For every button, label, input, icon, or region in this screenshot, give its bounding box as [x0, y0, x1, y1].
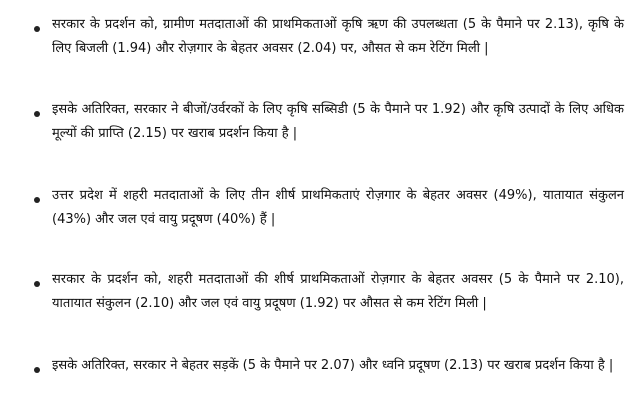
bullet-icon — [34, 367, 40, 373]
bullet-line: सरकार के प्रदर्शन को, शहरी मतदाताओं की शीर्ष प्राथमिकताओं रोज़गार के बेहतर अवसर (5 के पैमाने — [52, 272, 561, 287]
bullet-text — [52, 13, 624, 61]
bullet-line: सरकार के प्रदर्शन को, ग्रामीण मतदाताओं की प्राथमिकताओं कृषि ऋण की उपलब्धता (5 के पैमाने पर — [52, 17, 540, 32]
bullet-line: पर 2.10), यातायात संकुलन (2.10) और जल एवं वायु प्रदूषण (1.92) पर औसत से कम रेटिंग मिली | — [52, 272, 624, 311]
bullet-icon — [34, 197, 40, 203]
bullet-text — [52, 98, 624, 146]
bullet-line: उत्तर प्रदेश में शहरी मतदाताओं के लिए तीन शीर्ष प्राथमिकताएं रोज़गार के बेहतर अवसर (49%), — [52, 188, 537, 203]
bullet-line: 2.13), कृषि के लिए बिजली (1.94) और रोज़गार के बेहतर अवसर (2.04) पर, औसत से कम रेटिंग मिली | — [52, 17, 624, 56]
bullet-line: इसके अतिरिक्त, सरकार ने बेहतर सड़कें (5 के पैमाने पर 2.07) और ध्वनि प्रदूषण (2.13) पर खराब — [52, 358, 531, 373]
bullet-text — [52, 184, 624, 232]
bullet-text — [52, 268, 624, 316]
bullet-icon — [34, 281, 40, 287]
bullet-icon — [34, 111, 40, 117]
bullet-line: के लिए अधिक मूल्यों की प्राप्ति (2.15) पर खराब प्रदर्शन किया है | — [52, 102, 624, 141]
bullet-icon — [34, 26, 40, 32]
bullet-line: यातायात संकुलन (43%) और जल एवं वायु प्रदूषण (40%) हैं | — [52, 188, 624, 227]
bullet-text — [52, 354, 624, 378]
bullet-line: इसके अतिरिक्त, सरकार ने बीजों/उर्वरकों के लिए कृषि सब्सिडी (5 के पैमाने पर 1.92) और कृषि उत्पादों — [52, 102, 550, 117]
bullet-line: प्रदर्शन किया है | — [534, 358, 614, 373]
